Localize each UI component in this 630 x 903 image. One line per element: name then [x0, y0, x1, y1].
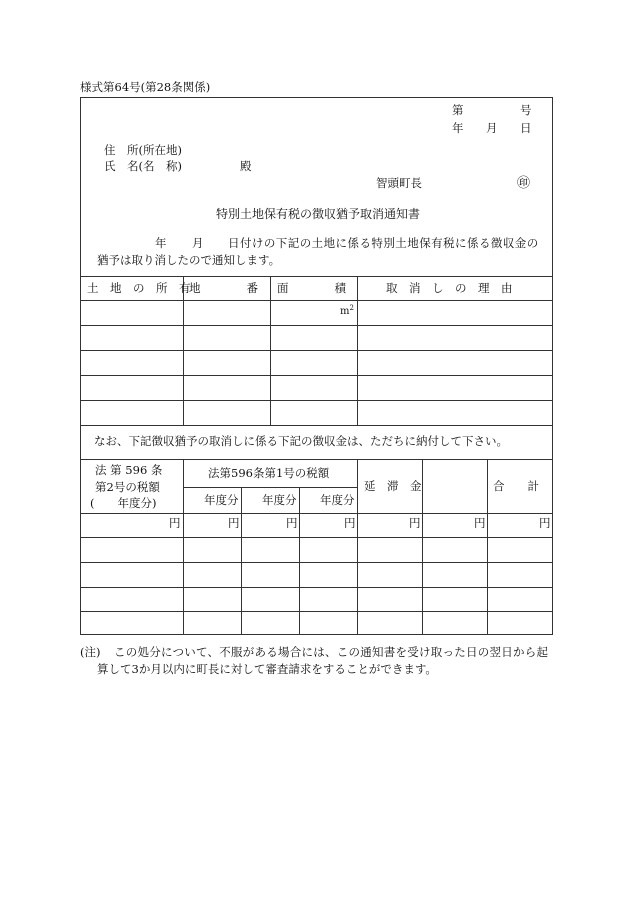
- body-line1: 日付けの下記の土地に係る特別土地保有税に係る徴収金の: [228, 236, 539, 250]
- tax-entai-header: 延 滞 金: [364, 479, 422, 493]
- tax-year-col-3: 年度分: [320, 493, 355, 507]
- name-label: 氏 名(名 称): [104, 159, 182, 173]
- date-tsuki: 月: [486, 121, 498, 135]
- yen-unit-2: 円: [228, 516, 240, 530]
- form-frame: [80, 97, 553, 635]
- tax-year-col-1: 年度分: [204, 493, 239, 507]
- issuer-name: 智頭町長: [376, 176, 422, 190]
- address-label: 住 所(所在地): [104, 143, 182, 157]
- tax-col1-line2: 第2号の税額: [95, 480, 160, 494]
- form-number: 様式第64号(第28条関係): [80, 80, 211, 94]
- yen-unit-7: 円: [539, 516, 551, 530]
- area-unit: $m^2$: [340, 304, 354, 317]
- header-lot-number: 地 番: [189, 281, 258, 295]
- tax-col1-line1: 法 第 596 条: [95, 463, 163, 477]
- note-line2: 算して3か月以内に町長に対して審査請求をすることができます。: [97, 662, 437, 676]
- note-label: (注): [80, 645, 101, 659]
- date-nen: 年: [452, 121, 464, 135]
- yen-unit-1: 円: [169, 516, 181, 530]
- body-tsuki: 月: [192, 236, 204, 250]
- yen-unit-5: 円: [409, 516, 421, 530]
- header-area: 面 積: [277, 281, 346, 295]
- payment-notice: なお、下記徴収猶予の取消しに係る下記の徴収金は、ただちに納付して下さい。: [94, 434, 508, 448]
- number-dai: 第: [452, 103, 464, 117]
- note-line1: この処分について、不服がある場合には、この通知書を受け取った日の翌日から起: [114, 645, 549, 659]
- tax-col1-line3: ( 年度分): [90, 496, 157, 510]
- yen-unit-3: 円: [286, 516, 298, 530]
- tax-gokei-header: 合 計: [493, 479, 539, 493]
- document-title: 特別土地保有税の徴収猶予取消通知書: [216, 207, 421, 221]
- yen-unit-4: 円: [344, 516, 356, 530]
- header-land-owner: 土 地 の 所 有: [87, 281, 191, 295]
- tax-group-header: 法第596条第1号の税額: [208, 466, 330, 480]
- number-go: 号: [520, 103, 532, 117]
- seal-mark: ㊞: [517, 176, 531, 191]
- body-line2: 猶予は取り消したので通知します。: [97, 253, 281, 267]
- header-cancel-reason: 取 消 し の 理 由: [386, 281, 513, 295]
- date-hi: 日: [520, 121, 532, 135]
- dono-label: 殿: [240, 159, 252, 173]
- tax-year-col-2: 年度分: [262, 493, 297, 507]
- body-nen: 年: [155, 236, 167, 250]
- yen-unit-6: 円: [474, 516, 486, 530]
